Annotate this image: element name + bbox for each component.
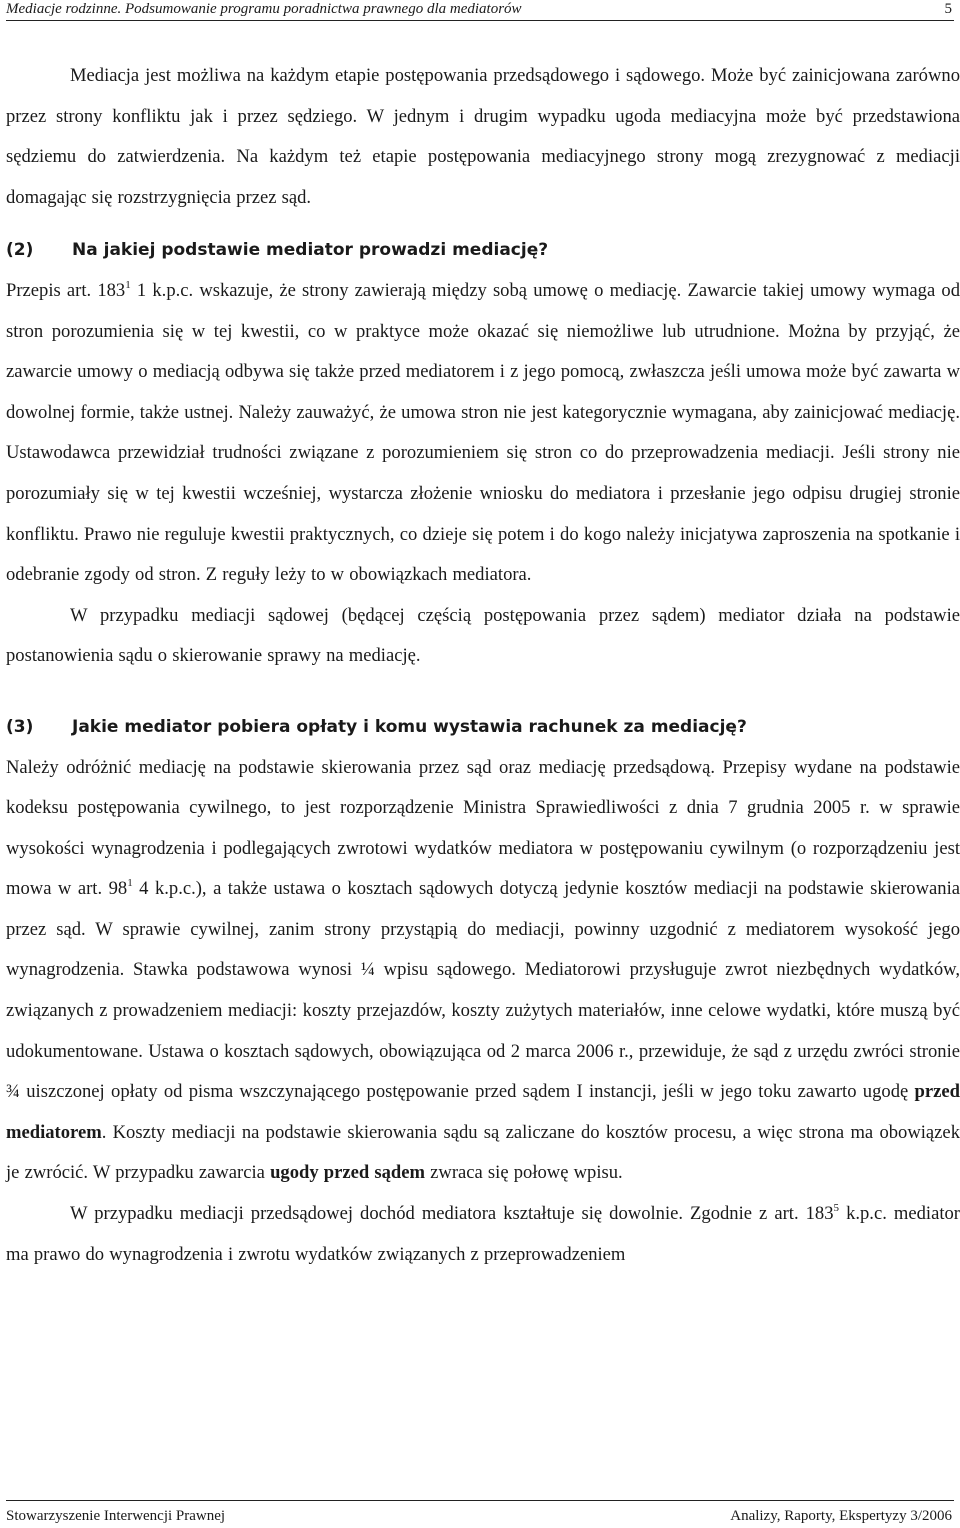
page-number: 5: [944, 1, 952, 17]
paragraph-legal-basis: [6, 271, 960, 596]
paragraph-mediation-stages: Mediacja jest możliwa na każdym etapie postępowania przedsądowego i sądowego. Może być zainicjowana zarówno przez strony konfliktu jak i przez sędziego. W jednym i drugim wypadku ugoda mediacyjna może być przedstawiona sędziemu do zatwierdzenia. Na każdym też etapie postępowania mediacyjnego strony mogą zrezygnować z mediacji domagając się rozstrzygnięcia przez sąd.: [6, 65, 960, 208]
question-text: Jakie mediator pobiera opłaty i komu wystawia rachunek za mediację?: [72, 716, 747, 737]
footer-organization: Stowarzyszenie Interwencji Prawnej: [6, 1508, 226, 1524]
text-run: Należy odróżnić mediację na podstawie skierowania przez sąd oraz mediację przedsądową. Przepisy wydane na podstawie kodeksu postępowania cywilnego, to jest rozporządzenie Ministra Sprawiedliwości z dnia 7 grudnia 2005 r. w sprawie wysokości wynagrodzenia i podlegających zwrotowi wydatków mediatora w postępowaniu cywilnym (o rozporządzeniu jest mowa w art. 98: [6, 756, 960, 900]
text-run: . Koszty mediacji na podstawie skierowania sądu są zaliczane do kosztów procesu, a więc strona ma obowiązek je zwrócić. W przypadku zawarcia: [6, 1121, 960, 1184]
text-run: 1 k.p.c. wskazuje, że strony zawierają między sobą umowę o mediację. Zawarcie takiej umowy wymaga od stron porozumienia się w tej kwestii, co w praktyce może okazać się niemożliwe lub utrudnione. Można by przyjąć, że zawarcie umowy o mediacją odbywa się także przed mediatorem i z jego pomocą, zwłaszcza jeśli umowa może być zawarta w dowolnej formie, także ustnej. Należy zauważyć, że umowa stron nie jest kategorycznie wymagana, aby zainicjować mediację. Ustawodawca przewidział trudności związane z porozumieniem się stron co do przeprowadzenia mediacji. Jeśli strony nie porozumiały się w tej kwestii wcześniej, wystarcza złożenie wniosku do mediatora i przesłanie jego odpisu drugiej stronie konfliktu. Prawo nie reguluje kwestii praktycznych, co dzieje się potem i do kogo należy inicjatywa zaproszenia na spotkanie i odebranie zgody od stron. Z reguły leży to w obowiązkach mediatora.: [6, 279, 960, 586]
question-heading: [6, 707, 960, 748]
superscript: 1: [125, 278, 131, 291]
bold-text: ugody przed sądem: [270, 1162, 425, 1184]
text-run: W przypadku mediacji przedsądowej dochód mediatora kształtuje się dowolnie. Zgodnie z art. 183: [70, 1203, 834, 1225]
paragraph-presettlement: [6, 1194, 960, 1275]
text-run: k.p.c. mediator ma prawo do wynagrodzenia i zwrotu wydatków związanych z przeprowadzeniem: [6, 1203, 960, 1265]
superscript: 5: [833, 1202, 840, 1215]
paragraph-fees: [6, 748, 960, 1195]
question-number: (2): [6, 240, 34, 261]
text-run: 4 k.p.c.), a także ustawa o kosztach sądowych dotyczą jedynie kosztów mediacji na podstawie skierowania przez sąd. W sprawie cywilnej, zanim strony przystąpią do mediacji, powinny uzgodnić z mediatorem wysokość jego wynagrodzenia. Stawka podstawowa wynosi ¼ wpisu sądowego. Mediatorowi przysługuje zwrot niezbędnych wydatków, związanych z prowadzeniem mediacji: koszty przejazdów, koszty zużytych materiałów, inne celowe wydatki, które muszą być udokumentowane. Ustawa o kosztach sądowych, obowiązująca od 2 marca 2006 r., przewiduje, że sąd z urzędu zwróci stronie ¾ uiszczonej opłaty od pisma wszczynającego postępowanie przed sądem I instancji, jeśli w jego toku zawarto ugodę: [6, 878, 960, 1103]
bold-text: przed mediatorem: [6, 1081, 960, 1143]
spacer: [6, 677, 960, 707]
question-heading: [6, 230, 960, 271]
text-run: Przepis art. 183: [6, 279, 126, 301]
text-run: zwraca się połowę wpisu.: [425, 1162, 623, 1184]
spacer: [6, 218, 960, 230]
page-header: [6, 0, 954, 21]
footer-publication: Analizy, Raporty, Ekspertyzy 3/2006: [730, 1508, 952, 1524]
page-footer: [6, 1500, 954, 1528]
running-header-title: Mediacje rodzinne. Podsumowanie programu poradnictwa prawnego dla mediatorów: [6, 1, 522, 17]
document-body: [6, 56, 960, 1275]
question-number: (3): [6, 716, 34, 737]
superscript: 1: [127, 877, 133, 890]
question-text: Na jakiej podstawie mediator prowadzi mediację?: [72, 240, 549, 261]
paragraph-court-mediation: W przypadku mediacji sądowej (będącej częścią postępowania przez sądem) mediator działa na podstawie postanowienia sądu o skierowanie sprawy na mediację.: [6, 604, 960, 667]
